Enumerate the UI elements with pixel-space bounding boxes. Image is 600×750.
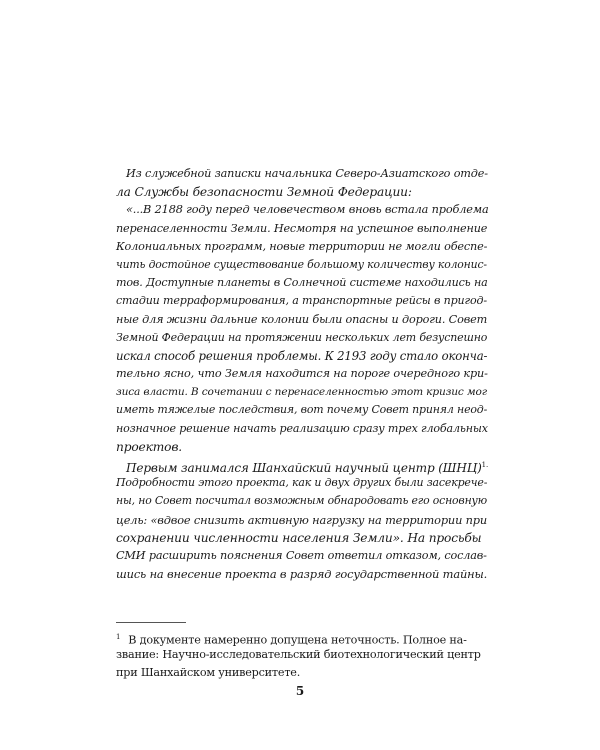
text-line: чить достойное существование большому количеству колонис- bbox=[116, 257, 487, 271]
text-line: шись на внесение проекта в разряд государственной тайны. bbox=[116, 567, 488, 582]
text-line: искал способ решения проблемы. К 2193 году стало оконча- bbox=[116, 348, 488, 363]
text-line: «...В 2188 году перед человечеством вновь встала проблема bbox=[126, 203, 489, 217]
text-line: тельно ясно, что Земля находится на пороге очередного кри- bbox=[116, 367, 488, 381]
footnote-reference: 1. bbox=[481, 461, 489, 469]
text-line: Подробности этого проекта, как и двух других были засекрече- bbox=[116, 476, 488, 490]
text-line: Колониальных программ, новые территории не могли обеспе- bbox=[116, 239, 488, 253]
text-line: цель: «вдвое снизить активную нагрузку на территории при bbox=[116, 512, 488, 527]
footnote-divider bbox=[116, 622, 186, 623]
text-line: Первым занимался Шанхайский научный центр (ШНЦ) bbox=[126, 461, 482, 476]
text-line-with-footnote bbox=[116, 456, 490, 474]
main-text bbox=[116, 165, 490, 583]
text-line: Земной Федерации на протяжении нескольких лет безуспешно bbox=[116, 330, 488, 344]
text-line: нозначное решение начать реализацию сразу трех глобальных bbox=[116, 421, 488, 435]
text-line: ны, но Совет посчитал возможным обнародовать его основную bbox=[116, 494, 488, 508]
text-line: тов. Доступные планеты в Солнечной системе находились на bbox=[116, 276, 488, 290]
page-number: 5 bbox=[295, 684, 305, 698]
text-line: сохранении численности населения Земли». На просьбы bbox=[116, 530, 482, 545]
text-line: иметь тяжелые последствия, вот почему Совет принял неод- bbox=[116, 403, 488, 417]
footnote bbox=[116, 628, 490, 682]
footnote-line: звание: Научно-исследовательский биотехнологический центр bbox=[116, 648, 481, 661]
text-line: СМИ расширить пояснения Совет ответил отказом, сослав- bbox=[116, 548, 487, 562]
text-line: ные для жизни дальние колонии были опасны и дороги. Совет bbox=[116, 312, 488, 326]
text-line: ла Службы безопасности Земной Федерации: bbox=[116, 185, 412, 200]
text-line: Из служебной записки начальника Северо-Азиатского отде- bbox=[126, 167, 488, 180]
footnote-mark: 1 bbox=[116, 633, 121, 641]
footnote-text: В документе намеренно допущена неточность. Полное на- bbox=[128, 633, 467, 647]
text-line: проектов. bbox=[116, 439, 182, 454]
text-line: стадии терраформирования, а транспортные рейсы в пригод- bbox=[116, 294, 487, 308]
text-line: зиса власти. В сочетании с перенаселенностью этот кризис мог bbox=[116, 386, 487, 399]
text-line: перенаселенности Земли. Несмотря на успешное выполнение bbox=[116, 221, 488, 235]
footnote-line: при Шанхайском университете. bbox=[116, 666, 301, 679]
footnote-line bbox=[116, 628, 490, 646]
